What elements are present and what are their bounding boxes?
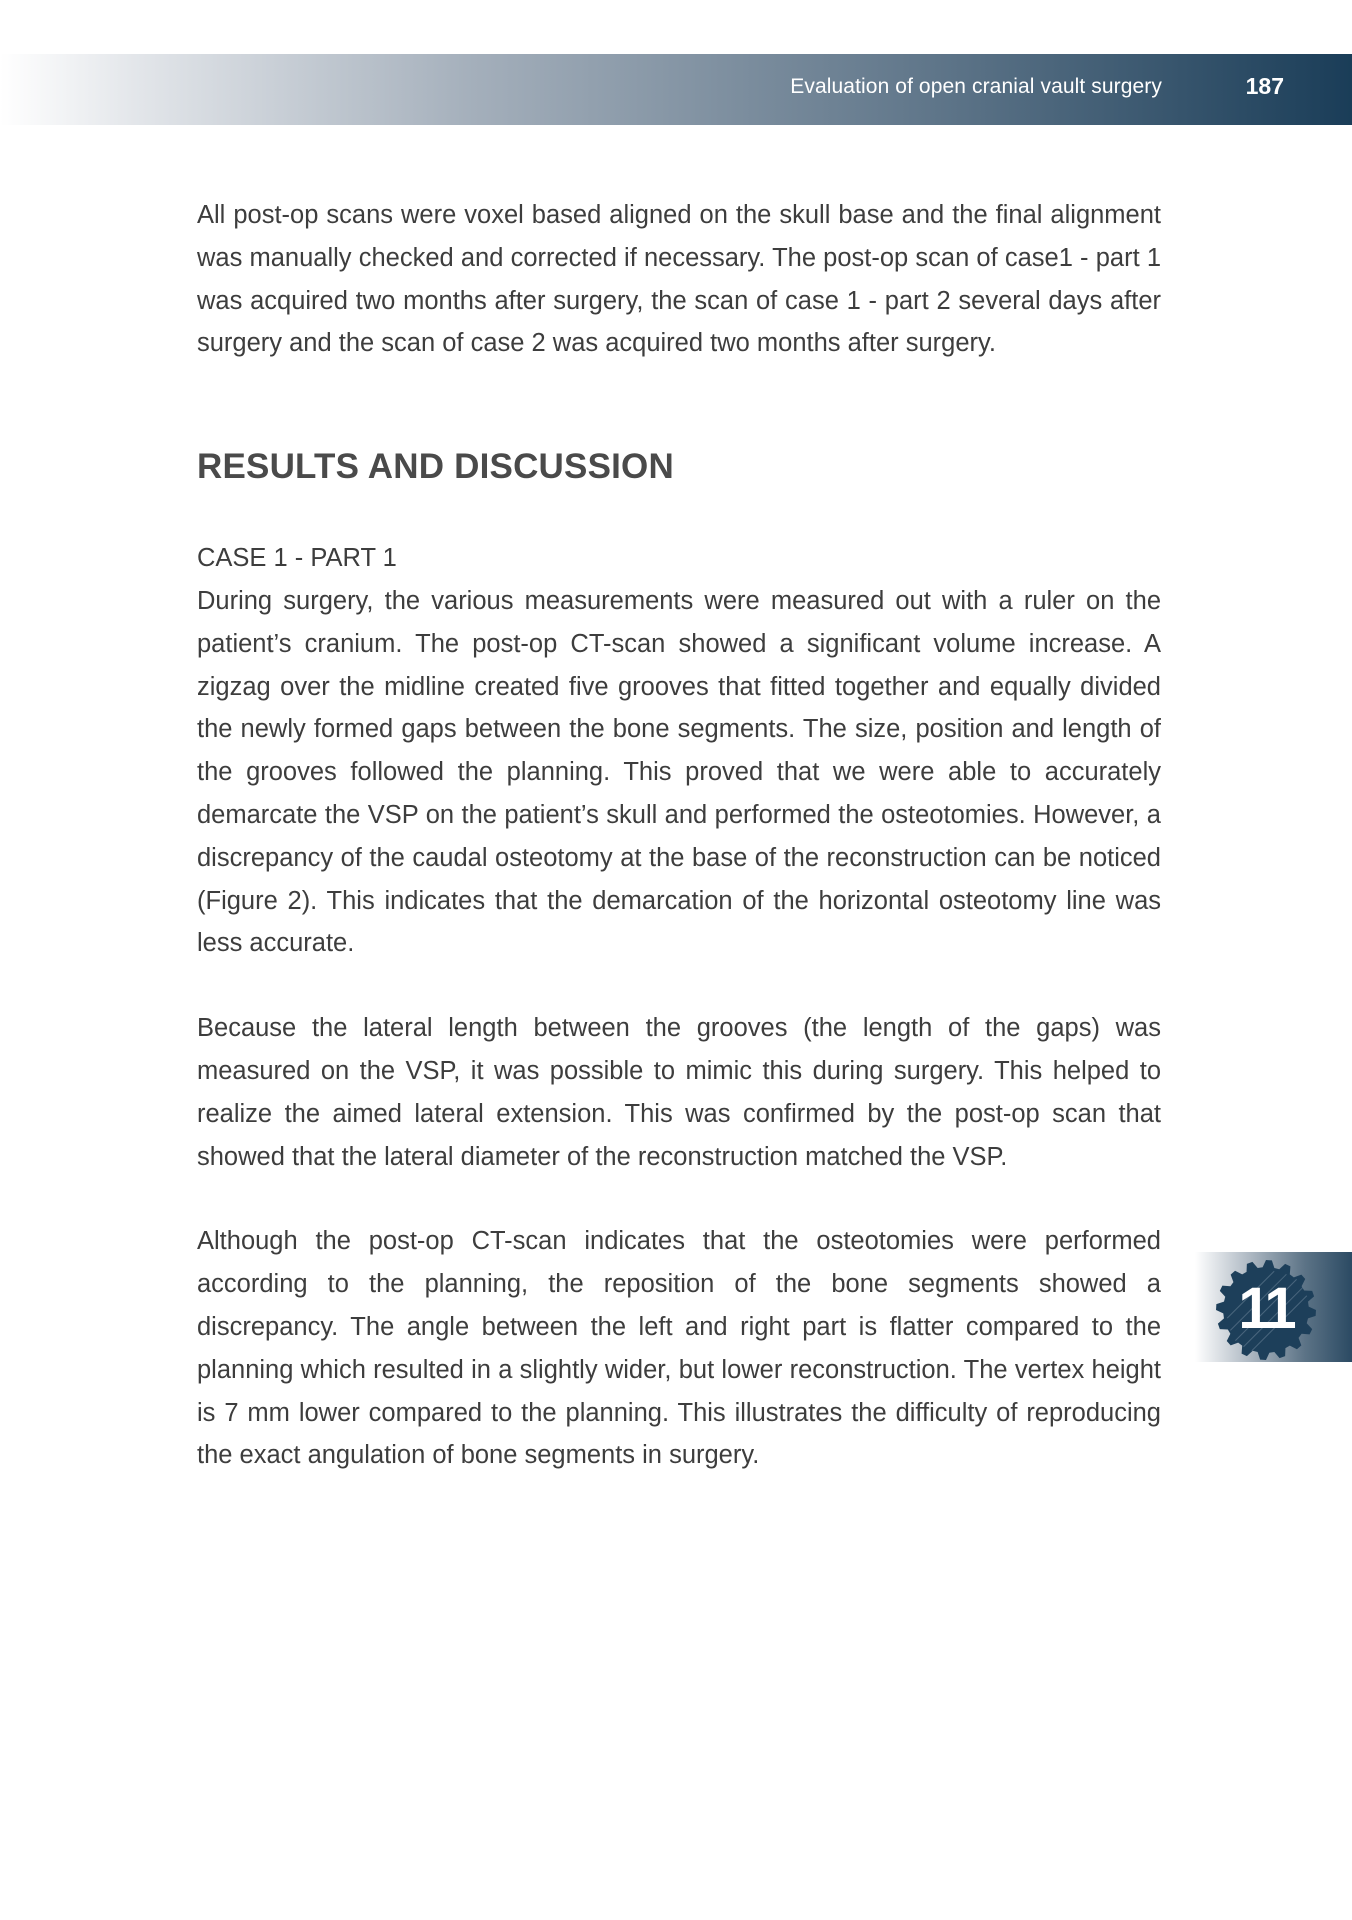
section-heading: RESULTS AND DISCUSSION [197,447,674,487]
chapter-number: 11 [1238,1276,1294,1341]
intro-paragraph: All post-op scans were voxel based aligned on the skull base and the final alignment was manually checked and corrected if necessary. The post-op scan of case1 - part 1 was acquired two months after surgery, the scan of case 1 - part 2 several days after surgery and the scan of case 2 was acquired two months after surgery. [197,201,1161,358]
page-number: 187 [1245,73,1284,99]
running-title: Evaluation of open cranial vault surgery [790,75,1162,98]
body-paragraph-2: Because the lateral length between the grooves (the length of the gaps) was measured on the VSP, it was possible to mimic this during surgery. This helped to realize the aimed lateral extension. This was confirmed by the post-op scan that showed that the lateral diameter of the reconstruction matched the VSP. [197,1014,1161,1171]
body-paragraph-1: During surgery, the various measurements were measured out with a ruler on the patient’s cranium. The post-op CT-scan showed a significant volume increase. A zigzag over the midline created five grooves that fitted together and equally divided the newly formed gaps between the bone segments. The size, position and length of the grooves followed the planning. This proved that we were able to accurately demarcate the VSP on the patient’s skull and performed the osteotomies. However, a discrepancy of the caudal osteotomy at the base of the reconstruction can be noticed (Figure 2). This indicates that the demarcation of the horizontal osteotomy line was less accurate. [197,586,1161,958]
main-content [197,194,1161,1477]
body-paragraph-3: Although the post-op CT-scan indicates that the osteotomies were performed according to the planning, the reposition of the bone segments showed a discrepancy. The angle between the left and right part is flatter compared to the planning which resulted in a slightly wider, but lower reconstruction. The vertex height is 7 mm lower compared to the planning. This illustrates the difficulty of reproducing the exact angulation of bone segments in surgery. [197,1227,1161,1470]
subsection-heading: CASE 1 - PART 1 [197,544,397,573]
